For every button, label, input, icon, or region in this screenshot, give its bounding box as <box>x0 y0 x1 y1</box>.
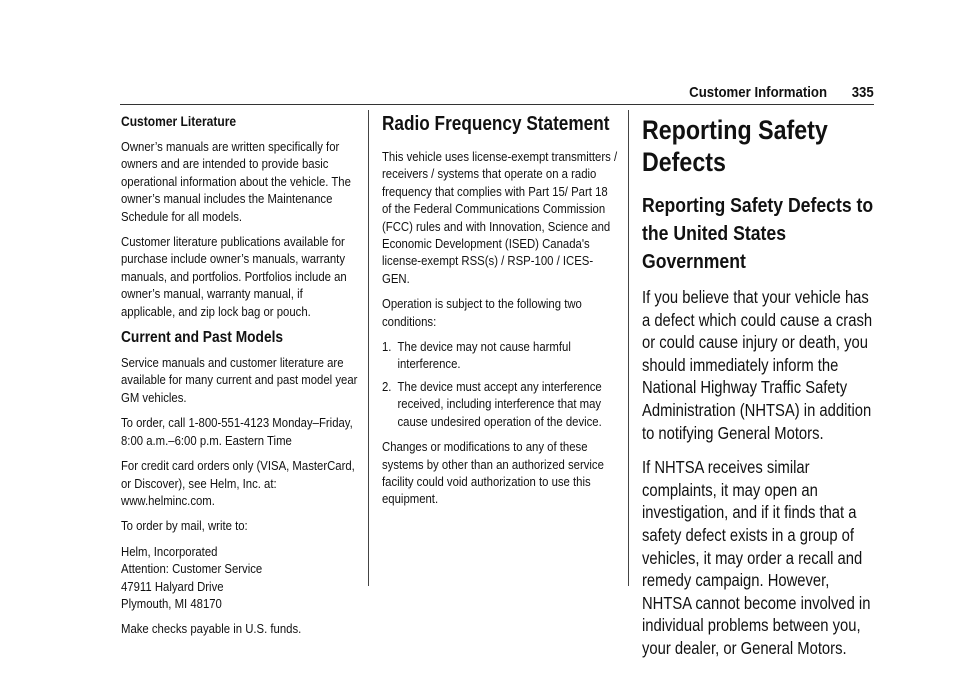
paragraph: If you believe that your vehicle has a defect which could cause a crash or could cause injury or death, you should immediately inform the National Highway Traffic Safety Administration (NHTSA) in addition to notifying General Motors. <box>642 287 873 443</box>
column-divider <box>628 110 629 586</box>
running-head <box>689 84 874 101</box>
heading-reporting-safety-defects: Reporting Safety Defects <box>642 115 828 177</box>
column-middle <box>382 110 620 516</box>
address-line: Attention: Customer Service <box>121 561 263 577</box>
mailing-address <box>121 543 358 613</box>
paragraph: To order by mail, write to: <box>121 518 248 534</box>
list-number: 2. <box>382 378 392 394</box>
paragraph: This vehicle uses license-exempt transmitters / receivers / systems that operate on a radio frequency that complies with Part 15/ Part 18 of the Federal Communications Commission (FCC) rules and with Innovation, Science and Economic Development (ISED) Canada's license-exempt RSS(s) / RSP-100 / ICES-GEN. <box>382 149 618 286</box>
heading-radio-frequency: Radio Frequency Statement <box>382 113 610 135</box>
paragraph: To order, call 1-800-551-4123 Monday–Friday, 8:00 a.m.–6:00 p.m. Eastern Time <box>121 415 353 448</box>
list-text: The device must accept any interference received, including interference that may cause undesired operation of the device. <box>397 378 602 429</box>
paragraph: For credit card orders only (VISA, MasterCard, or Discover), see Helm, Inc. at: www.helminc.com. <box>121 458 355 508</box>
heading-customer-literature: Customer Literature <box>121 113 237 129</box>
section-title: Customer Information <box>689 84 828 101</box>
column-left <box>121 110 359 646</box>
list-item <box>382 378 619 430</box>
address-line: 47911 Halyard Drive <box>121 578 224 594</box>
heading-current-past-models: Current and Past Models <box>121 329 284 347</box>
address-line: Helm, Incorporated <box>121 543 218 559</box>
conditions-list <box>382 338 619 430</box>
paragraph: Make checks payable in U.S. funds. <box>121 621 302 637</box>
paragraph: If NHTSA receives similar complaints, it may open an investigation, and if it finds that a safety defect exists in a group of vehicles, it may order a recall and remedy campaign. However, NHTSA cannot become involved in individual problems between you, your dealer, or General Motors. <box>642 457 871 658</box>
list-item <box>382 338 619 373</box>
page-number: 335 <box>851 84 874 101</box>
paragraph: Changes or modifications to any of these systems by other than an authorized service facility could void authorization to use this equipment. <box>382 439 604 507</box>
paragraph: Customer literature publications available for purchase include owner’s manuals, warranty manuals, and portfolios. Portfolios include an owner’s manual, warranty manual, if applicable, and zip lock bag or pouch. <box>121 234 347 319</box>
header-rule <box>120 104 874 105</box>
list-number: 1. <box>382 339 392 355</box>
address-line: Plymouth, MI 48170 <box>121 595 222 611</box>
column-right <box>642 110 880 672</box>
heading-reporting-to-us-government: Reporting Safety Defects to the United States Government <box>642 194 874 273</box>
paragraph: Operation is subject to the following two conditions: <box>382 296 582 329</box>
paragraph: Owner’s manuals are written specifically for owners and are intended to provide basic operational information about the vehicle. The owner’s manual includes the Maintenance Schedule for all models. <box>121 139 351 224</box>
paragraph: Service manuals and customer literature are available for many current and past model year GM vehicles. <box>121 355 358 405</box>
column-divider <box>368 110 369 586</box>
list-text: The device may not cause harmful interference. <box>397 339 571 372</box>
